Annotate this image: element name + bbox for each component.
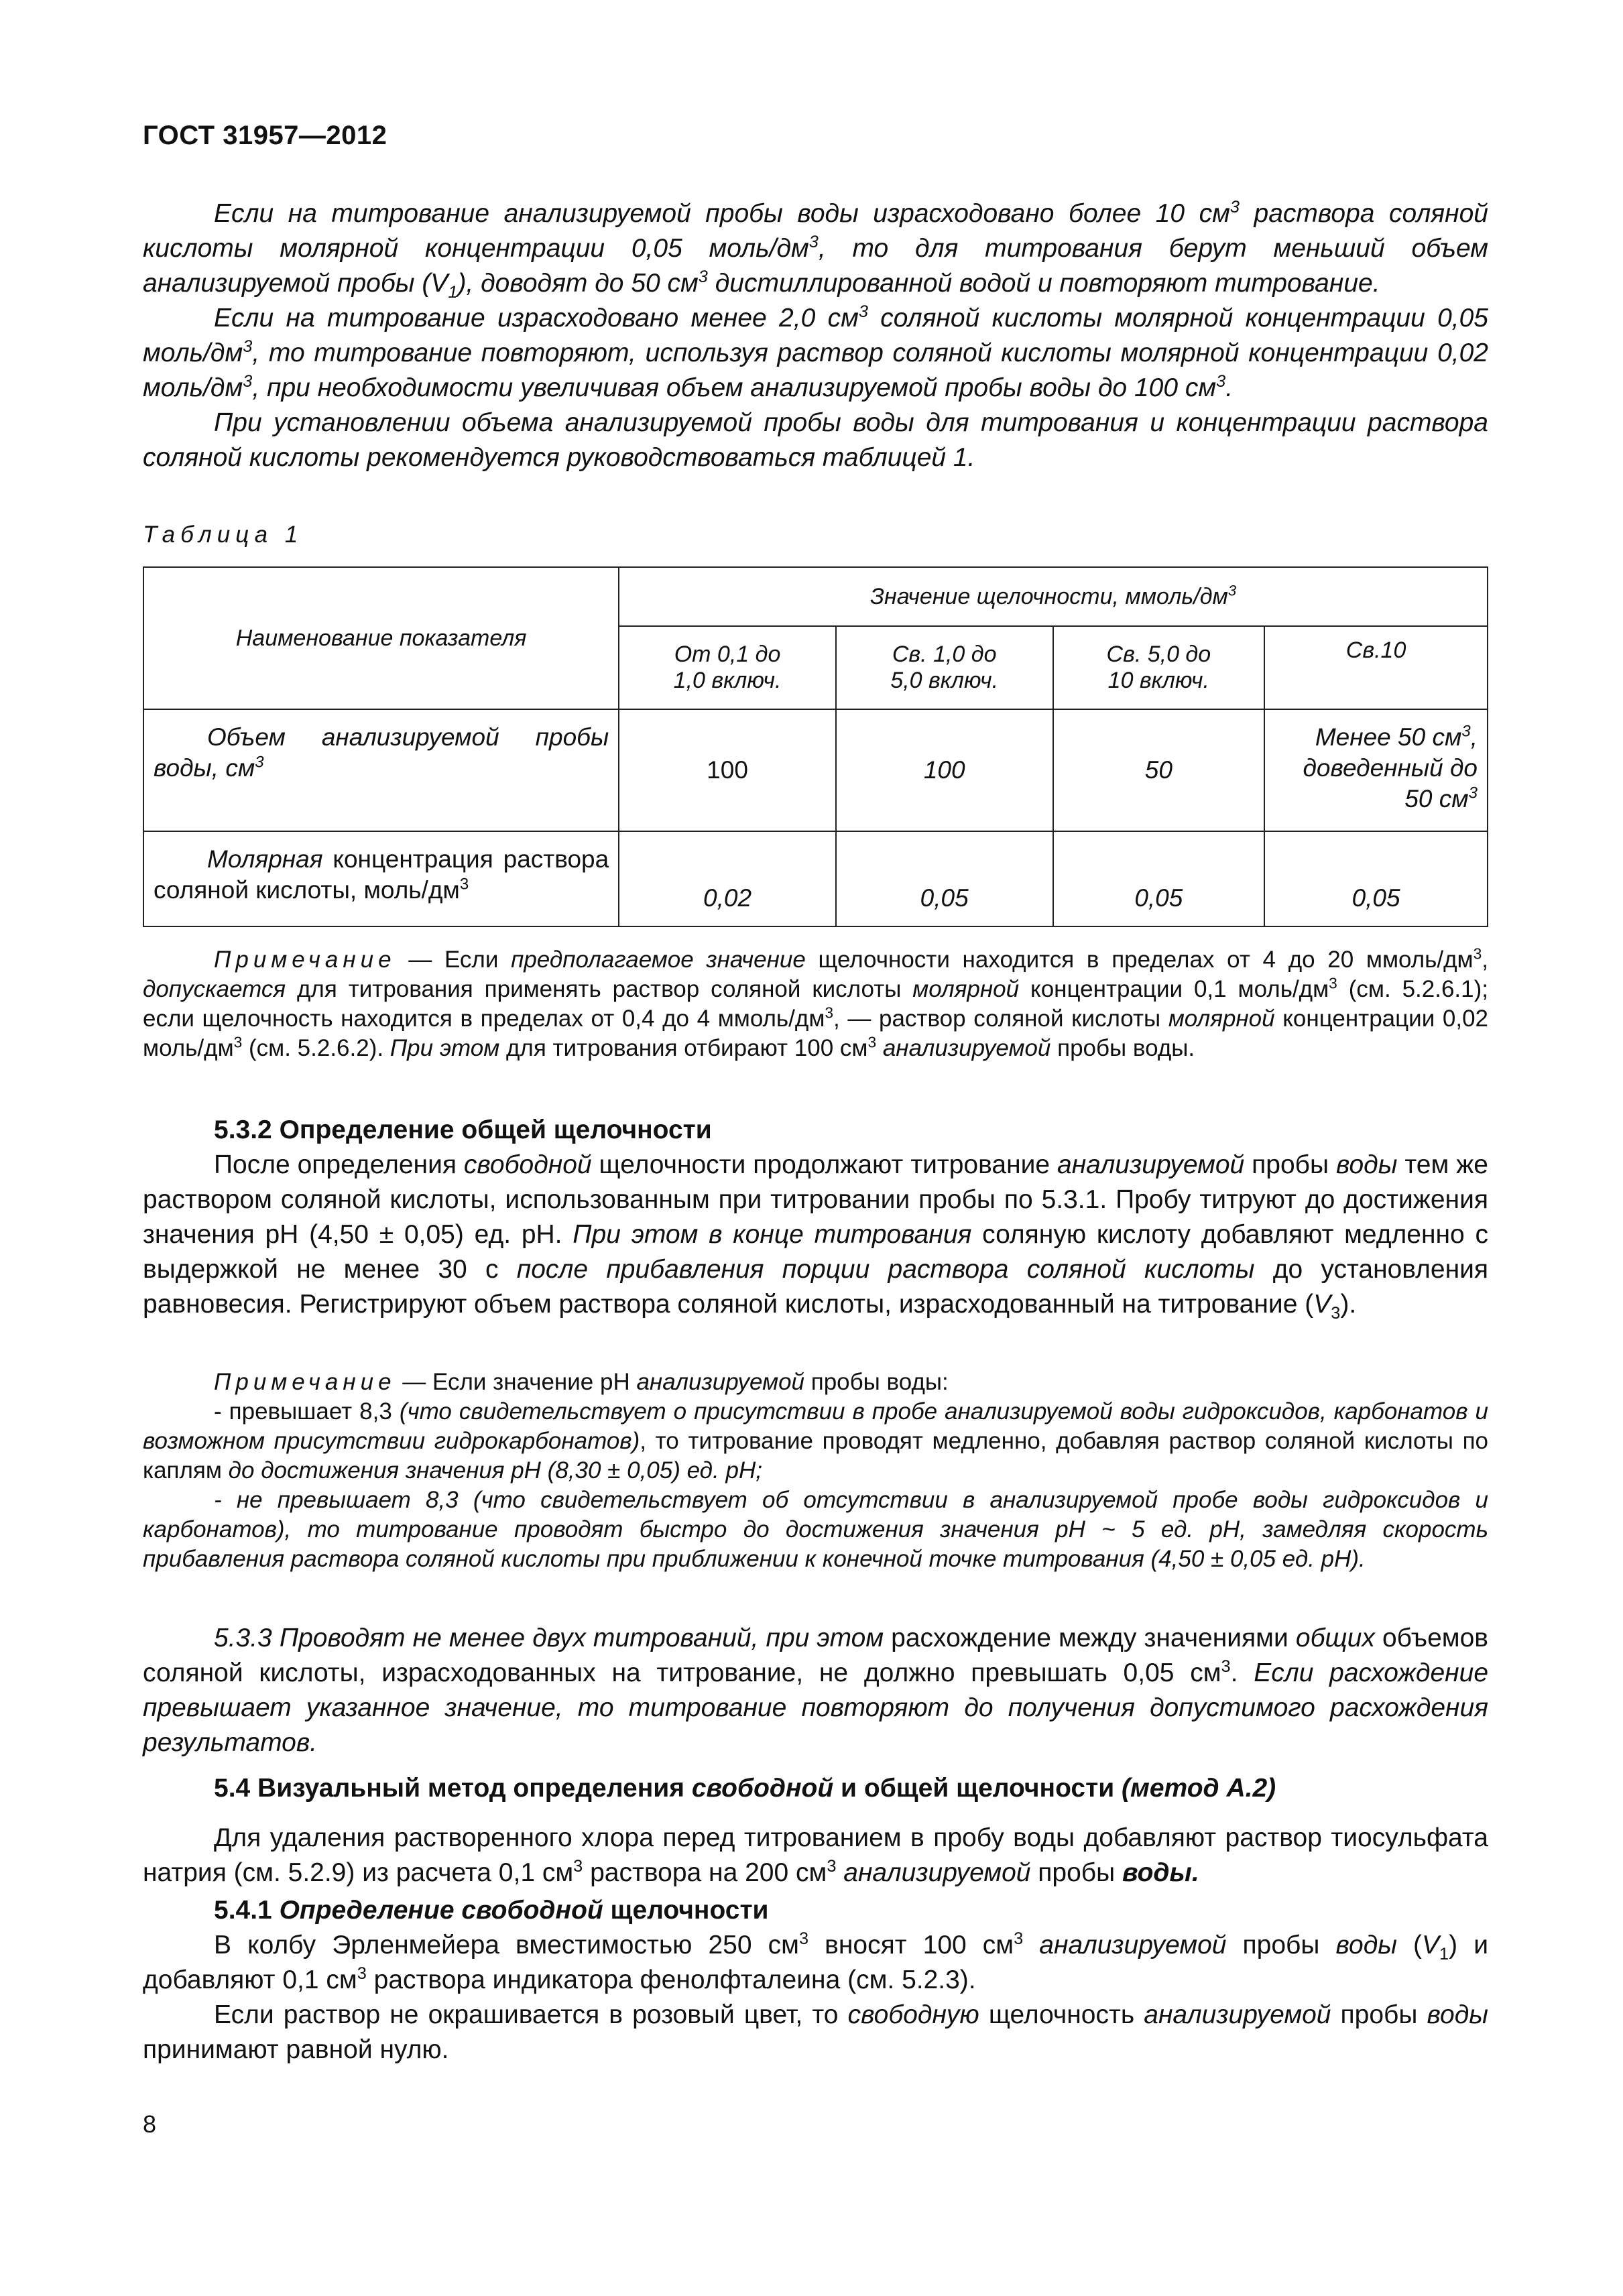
section-5-4-1: 5.4.1 Определение свободной щелочности В колбу Эрленмейера вместимостью 250 $см^3$ вносят 100 $см^3$ анализируемой пробы воды $(V_1)$ и добавляют 0,1 $см^3$ раствора индикатора фенолфталеина (см. 5.2.3). Если раствор не окрашивается в розовый цвет, то свободную щелочность анализируемой пробы воды принимают равной нулю. (143, 1893, 1488, 2067)
table-cell: 0,02 (619, 831, 836, 926)
document-header: ГОСТ 31957—2012 (143, 121, 387, 150)
intro-section (143, 196, 1488, 475)
table-subheader-range-2: Св. 1,0 до 5,0 включ. (836, 626, 1053, 709)
table-cell: 50 (1053, 709, 1265, 831)
table-cell: 0,05 (1053, 831, 1265, 926)
section-5-3-2: 5.3.2 Определение общей щелочности После определения свободной щелочности продолжают титрование анализируемой пробы воды тем же раствором соляной кислоты, использованным при титровании пробы по 5.3.1. Пробу титруют до достижения значения pH (4,50 ± 0,05) ед. pH. При этом в конце титрования соляную кислоту добавляют медленно с выдержкой не менее 30 с после прибавления порции раствора соляной кислоты до установления равновесия. Регистрируют объем раствора соляной кислоты, израсходованный на титрование $(V_3)$. (143, 1113, 1488, 1322)
section-5-4: 5.4 Визуальный метод определения свободной и общей щелочности (метод А.2) Для удаления растворенного хлора перед титрованием в пробу воды добавляют раствор тиосульфата натрия (см. 5.2.9) из расчета 0,1 $см^3$ раствора на 200 $см^3$ анализируемой пробы воды. (143, 1771, 1488, 1890)
section-heading: 5.3.2 Определение общей щелочности (214, 1115, 712, 1144)
note-1: Примечание — Если предполагаемое значение щелочности находится в пределах от 4 до 20 ммоль/$дм^3$, допускается для титрования применять раствор соляной кислоты молярной концентрации 0,1 моль/$дм^3$ (см. 5.2.6.1); если щелочность находится в пределах от 0,4 до 4 ммоль/$дм^3$, — раствор соляной кислоты молярной концентрации 0,02 моль/$дм^3$ (см. 5.2.6.2). При этом для титрования отбирают 100 $см^3$ анализируемой пробы воды. (143, 945, 1489, 1061)
table-header-alkalinity: Значение щелочности, ммоль/$дм^3$ (619, 567, 1488, 626)
intro-paragraph-1: Если на титрование анализируемой пробы воды израсходовано более 10 $см^3$ раствора соляной кислоты молярной концентрации 0,05 моль/$дм^3$, то для титрования берут меньший объем анализируемой пробы $(V_1)$, доводят до 50 $см^3$ дистиллированной водой и повторяют титрование. (143, 198, 1488, 302)
intro-paragraph-3: При установлении объема анализируемой пробы воды для титрования и концентрации раствора соляной кислоты рекомендуется руководствоваться таблицей 1. (143, 408, 1488, 472)
table-cell: Менее 50 $см^3$, доведенный до 50 $см^3$ (1264, 709, 1488, 831)
table-cell: 0,05 (1264, 831, 1488, 926)
section-heading: 5.4 Визуальный метод определения свободной и общей щелочности (метод А.2) (214, 1774, 1276, 1803)
table-subheader-range-4: Св.10 (1264, 626, 1488, 709)
table-header-indicator: Наименование показателя (143, 567, 619, 709)
table-cell: 100 (619, 709, 836, 831)
table-subheader-range-3: Св. 5,0 до 10 включ. (1053, 626, 1265, 709)
table-row-concentration-label: Молярная концентрация раствора соляной кислоты, моль/$дм^3$ (143, 831, 619, 926)
note-2: Примечание — Если значение pH анализируемой пробы воды: - превышает 8,3 (что свидетельствует о присутствии в пробе анализируемой воды гидроксидов, карбонатов и возможном присутствии гидрокарбонатов), то титрование проводят медленно, добавляя раствор соляной кислоты по каплям до достижения значения pH (8,30 ± 0,05) ед. pH; - не превышает 8,3 (что свидетельствует об отсутствии в анализируемой пробе воды гидроксидов и карбонатов), то титрование проводят быстро до достижения значения pH ~ 5 ед. pH, замедляя скорость прибавления раствора соляной кислоты при приближении к конечной точке титрования (4,50 ± 0,05 ед. pH). (143, 1369, 1489, 1572)
intro-paragraph-2: Если на титрование израсходовано менее 2,0 $см^3$ соляной кислоты молярной концентрации 0,05 моль/$дм^3$, то титрование повторяют, используя раствор соляной кислоты молярной концентрации 0,02 моль/$дм^3$, при необходимости увеличивая объем анализируемой пробы воды до 100 $см^3$. (143, 302, 1488, 402)
section-5-3-3: 5.3.3 Проводят не менее двух титрований, при этом расхождение между значениями общих объемов соляной кислоты, израсходованных на титрование, не должно превышать 0,05 $см^3$. Если расхождение превышает указанное значение, то титрование повторяют до получения допустимого расхождения результатов. (143, 1624, 1489, 1757)
table-1 (143, 566, 1488, 927)
table-caption: Таблица 1 (143, 522, 304, 548)
table-subheader-range-1: От 0,1 до 1,0 включ. (619, 626, 836, 709)
table-cell: 0,05 (836, 831, 1053, 926)
page-number: 8 (143, 2110, 157, 2138)
table-cell: 100 (836, 709, 1053, 831)
section-heading: 5.4.1 Определение свободной щелочности (214, 1896, 769, 1925)
table-row-volume-label: Объем анализируемой пробы воды, $см^3$ (143, 709, 619, 831)
